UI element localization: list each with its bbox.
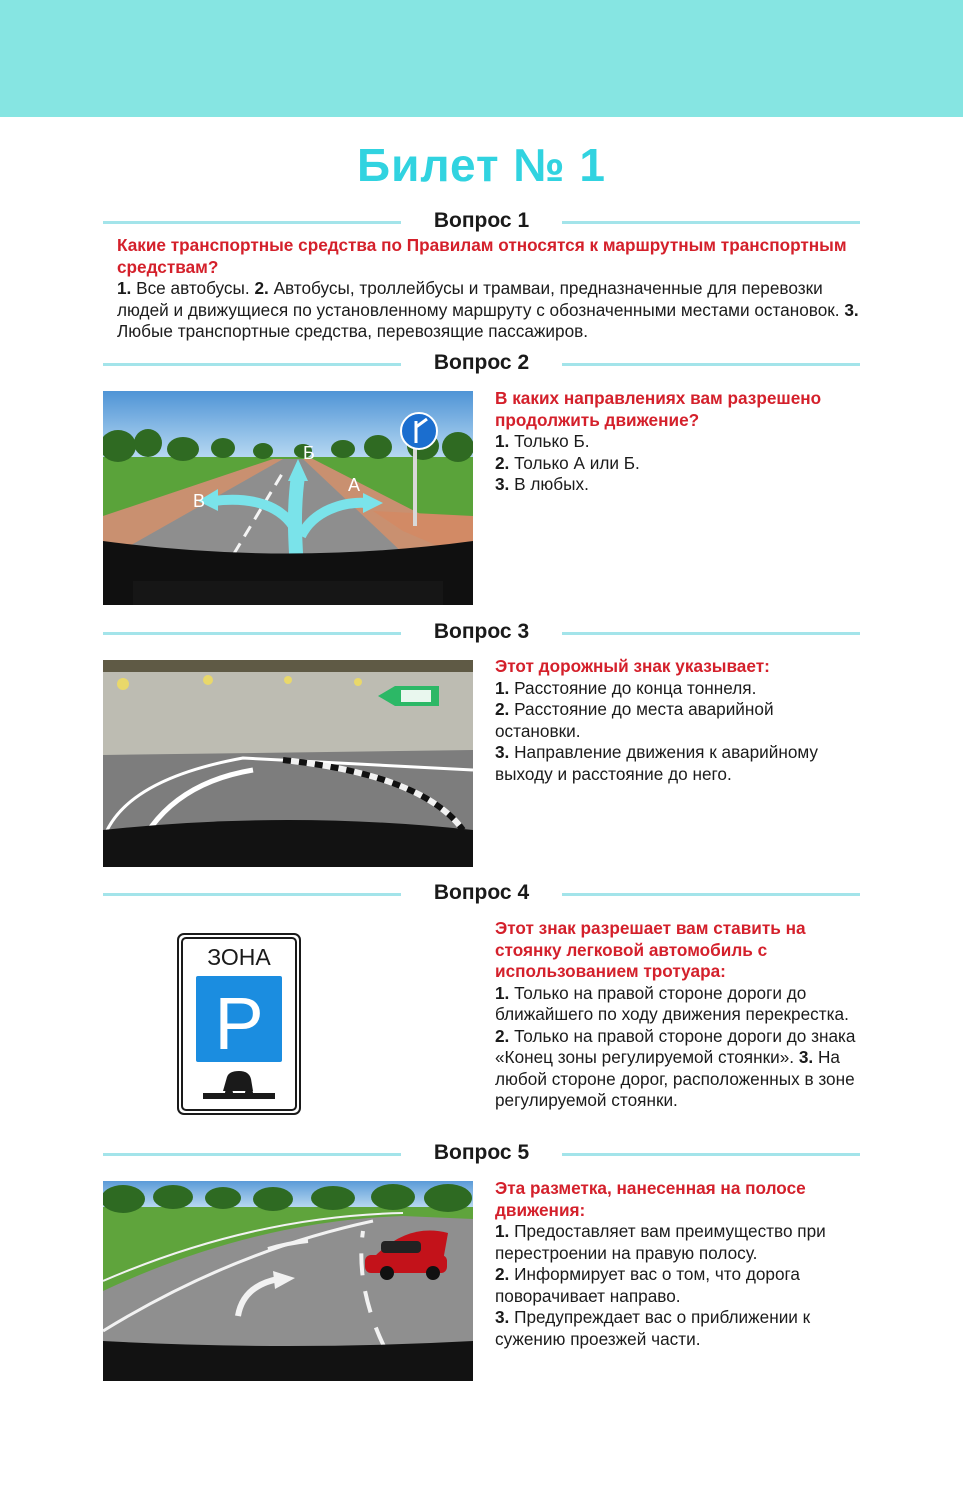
question-3-tunnel-image xyxy=(103,660,473,867)
top-color-band xyxy=(0,0,963,117)
question-5-option-3: Предупреждает вас о приближении к сужению проезжей части. xyxy=(495,1307,811,1349)
question-3-text: Этот дорожный знак указывает: xyxy=(495,656,770,676)
question-2-option-2: Только А или Б. xyxy=(514,452,640,473)
option-number: 3. xyxy=(495,1307,510,1327)
option-number: 1. xyxy=(495,677,510,698)
option-number: 3. xyxy=(495,474,510,494)
question-4-body xyxy=(495,918,863,1112)
divider-line xyxy=(562,363,860,366)
sign-parking-letter: P xyxy=(214,982,264,1065)
option-number: 2. xyxy=(495,1025,510,1046)
divider-line xyxy=(103,893,401,896)
question-3-header xyxy=(103,620,860,646)
question-1-option-2: Автобусы, троллейбусы и трамваи, предназначенные для перевозки людей и движущиеся по установленному маршруту с обозначенными местами остановок. xyxy=(117,278,840,320)
question-4-option-1: Только на правой стороне дороги до ближайшего по ходу движения перекрестка. xyxy=(495,982,849,1024)
question-2-option-1: Только Б. xyxy=(514,431,590,451)
direction-label-left: В xyxy=(193,491,206,511)
divider-line xyxy=(103,632,401,635)
question-5-body xyxy=(495,1178,863,1350)
question-1-label: Вопрос 1 xyxy=(433,209,530,232)
option-number: 3. xyxy=(844,299,859,320)
question-2-header xyxy=(103,351,860,377)
question-3-label: Вопрос 3 xyxy=(433,620,530,643)
divider-line xyxy=(562,1153,860,1156)
question-5-option-2: Информирует вас о том, что дорога поворачивает направо. xyxy=(495,1264,800,1306)
question-1-option-1: Все автобусы. xyxy=(136,278,250,298)
question-3-option-1: Расстояние до конца тоннеля. xyxy=(514,677,757,698)
question-1-header xyxy=(103,209,860,235)
option-number: 2. xyxy=(254,278,269,298)
question-4-label: Вопрос 4 xyxy=(433,881,530,904)
question-4-option-3: На любой стороне дорог, расположенных в зоне регулируемой стоянки. xyxy=(495,1047,855,1110)
question-3-option-2: Расстояние до места аварийной остановки. xyxy=(495,699,774,741)
question-1-option-3: Любые транспортные средства, перевозящие пассажиров. xyxy=(117,321,589,341)
option-number: 2. xyxy=(495,699,510,719)
question-3-body xyxy=(495,656,863,785)
direction-label-center: Б xyxy=(303,443,315,463)
option-number: 3. xyxy=(798,1047,814,1067)
divider-line xyxy=(562,632,860,635)
option-number: 2. xyxy=(495,452,510,473)
divider-line xyxy=(562,893,860,896)
question-3-option-3: Направление движения к аварийному выходу и расстояние до него. xyxy=(495,742,819,784)
question-2-label: Вопрос 2 xyxy=(433,351,530,374)
question-5-text: Эта разметка, нанесенная на полосе движения: xyxy=(495,1178,806,1220)
question-4-text: Этот знак разрешает вам ставить на стоянку легковой автомобиль с использованием тротуара: xyxy=(495,918,806,981)
divider-line xyxy=(562,221,860,224)
question-4-option-2: Только на правой стороне дороги до знака «Конец зоны регулируемой стоянки». xyxy=(495,1025,856,1067)
option-number: 1. xyxy=(495,431,510,451)
direction-label-right: А xyxy=(348,475,361,495)
question-2-option-3: В любых. xyxy=(514,474,589,494)
option-number: 1. xyxy=(495,1221,510,1241)
question-4-header xyxy=(103,881,860,907)
divider-line xyxy=(103,363,401,366)
sign-zone-text: ЗОНА xyxy=(207,944,271,970)
question-5-option-1: Предоставляет вам преимущество при перестроении на правую полосу. xyxy=(495,1221,826,1263)
divider-line xyxy=(103,1153,401,1156)
question-4-parking-sign xyxy=(177,933,301,1115)
question-5-header xyxy=(103,1141,860,1167)
option-number: 3. xyxy=(495,742,510,762)
question-2-body xyxy=(495,388,863,496)
ticket-title: Билет № 1 xyxy=(357,139,606,191)
question-5-road-image xyxy=(103,1181,473,1381)
question-1-body xyxy=(117,235,865,343)
option-number: 1. xyxy=(495,982,510,1003)
question-2-road-image xyxy=(103,391,473,605)
question-5-label: Вопрос 5 xyxy=(433,1141,530,1164)
option-number: 2. xyxy=(495,1264,510,1284)
option-number: 1. xyxy=(117,278,132,298)
question-1-text: Какие транспортные средства по Правилам относятся к маршрутным транспортным средствам? xyxy=(117,235,847,277)
divider-line xyxy=(103,221,401,224)
question-2-text: В каких направлениях вам разрешено продолжить движение? xyxy=(495,388,822,430)
